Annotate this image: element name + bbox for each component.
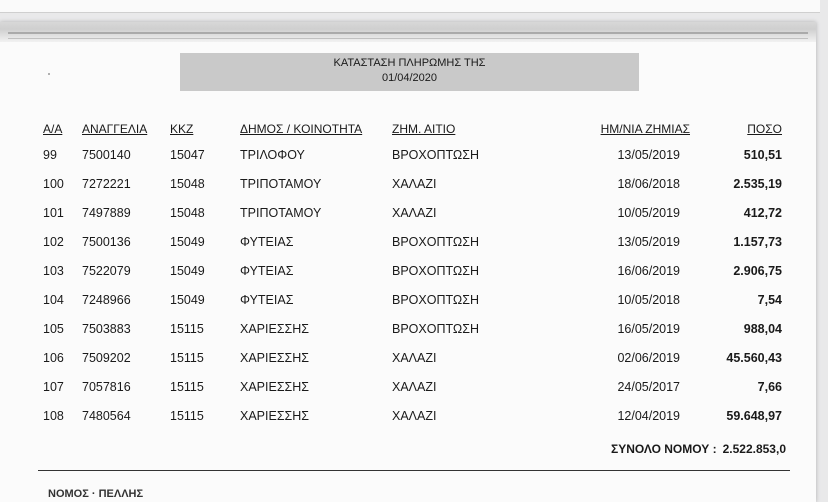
- cell-aa: 107: [43, 380, 64, 394]
- column-header-aitio: ΖΗΜ. ΑΙΤΙΟ: [392, 122, 456, 136]
- cell-aitio: ΒΡΟΧΟΠΤΩΣΗ: [392, 235, 479, 249]
- cell-aitio: ΒΡΟΧΟΠΤΩΣΗ: [392, 264, 479, 278]
- table-row: [0, 177, 816, 197]
- cell-aa: 108: [43, 409, 64, 423]
- total-label: ΣΥΝΟΛΟ ΝΟΜΟΥ :: [611, 442, 717, 456]
- footer-cut-text: ΝΟΜΟΣ · ΠΕΛΛΗΣ: [48, 488, 144, 500]
- cell-kkz: 15049: [170, 264, 205, 278]
- cell-aa: 102: [43, 235, 64, 249]
- cell-poso: 412,72: [743, 206, 782, 220]
- cell-aitio: ΒΡΟΧΟΠΤΩΣΗ: [392, 148, 479, 162]
- cell-date: 13/05/2019: [617, 148, 680, 162]
- scan-line: [8, 38, 808, 39]
- cell-poso: 7,54: [757, 293, 782, 307]
- cell-kkz: 15115: [170, 322, 204, 336]
- cell-poso: 988,04: [743, 322, 782, 336]
- report-title-box: [180, 53, 639, 91]
- cell-anagelia: 7500140: [82, 148, 131, 162]
- cell-poso: 45.560,43: [726, 351, 782, 365]
- cell-kkz: 15047: [170, 148, 205, 162]
- cell-date: 16/05/2019: [617, 322, 680, 336]
- table-row: [0, 409, 816, 429]
- scan-speck: [48, 73, 50, 75]
- cell-date: 24/05/2017: [617, 380, 680, 394]
- column-header-anagelia: ΑΝΑΓΓΕΛΙΑ: [82, 122, 148, 136]
- cell-kkz: 15049: [170, 293, 205, 307]
- table-row: [0, 322, 816, 342]
- cell-dimos: ΧΑΡΙΕΣΣΗΣ: [240, 351, 310, 365]
- cell-poso: 1.157,73: [733, 235, 782, 249]
- cell-kkz: 15049: [170, 235, 205, 249]
- total-value: 2.522.853,0: [722, 442, 786, 456]
- cell-aa: 101: [43, 206, 64, 220]
- cell-anagelia: 7480564: [82, 409, 131, 423]
- total-line: [611, 442, 786, 456]
- cell-aa: 99: [43, 148, 57, 162]
- cell-anagelia: 7503883: [82, 322, 131, 336]
- cell-dimos: ΧΑΡΙΕΣΣΗΣ: [240, 409, 310, 423]
- cell-anagelia: 7248966: [82, 293, 131, 307]
- cell-date: 18/06/2018: [617, 177, 680, 191]
- cell-dimos: ΧΑΡΙΕΣΣΗΣ: [240, 322, 310, 336]
- document-page: [0, 22, 816, 502]
- cell-aitio: ΧΑΛΑΖΙ: [392, 351, 437, 365]
- cell-date: 10/05/2018: [617, 293, 680, 307]
- cell-kkz: 15048: [170, 177, 205, 191]
- cell-aitio: ΧΑΛΑΖΙ: [392, 380, 437, 394]
- cell-dimos: ΦΥΤΕΙΑΣ: [240, 264, 294, 278]
- cell-kkz: 15115: [170, 380, 204, 394]
- report-date: 01/04/2020: [381, 72, 438, 84]
- cell-poso: 2.906,75: [733, 264, 782, 278]
- table-row: [0, 264, 816, 284]
- column-header-kkz: ΚΚΖ: [170, 122, 194, 136]
- column-header-dimos: ΔΗΜΟΣ / ΚΟΙΝΟΤΗΤΑ: [240, 122, 363, 136]
- cell-poso: 510,51: [743, 148, 782, 162]
- column-header-poso: ΠΟΣΟ: [747, 122, 782, 136]
- previous-page-edge: [0, 0, 820, 13]
- table-row: [0, 293, 816, 313]
- column-header-aa: Α/Α: [43, 122, 63, 136]
- cell-poso: 2.535,19: [733, 177, 782, 191]
- scan-line: [8, 32, 808, 34]
- cell-anagelia: 7272221: [82, 177, 131, 191]
- cell-aitio: ΧΑΛΑΖΙ: [392, 177, 437, 191]
- cell-dimos: ΤΡΙΠΟΤΑΜΟΥ: [240, 177, 322, 191]
- cell-date: 16/06/2019: [617, 264, 680, 278]
- cell-anagelia: 7500136: [82, 235, 131, 249]
- cell-date: 13/05/2019: [617, 235, 680, 249]
- cell-aitio: ΒΡΟΧΟΠΤΩΣΗ: [392, 293, 479, 307]
- footer-divider: [38, 470, 790, 471]
- cell-dimos: ΤΡΙΠΟΤΑΜΟΥ: [240, 206, 322, 220]
- table-row: [0, 148, 816, 168]
- report-title: ΚΑΤΑΣΤΑΣΗ ΠΛΗΡΩΜΗΣ ΤΗΣ: [333, 57, 486, 69]
- cell-dimos: ΦΥΤΕΙΑΣ: [240, 235, 294, 249]
- cell-kkz: 15115: [170, 351, 204, 365]
- cell-date: 02/06/2019: [617, 351, 680, 365]
- cell-anagelia: 7509202: [82, 351, 131, 365]
- table-row: [0, 380, 816, 400]
- cell-dimos: ΦΥΤΕΙΑΣ: [240, 293, 294, 307]
- cell-aa: 105: [43, 322, 64, 336]
- cell-aa: 103: [43, 264, 64, 278]
- cell-aa: 106: [43, 351, 64, 365]
- cell-poso: 7,66: [757, 380, 782, 394]
- cell-aitio: ΧΑΛΑΖΙ: [392, 206, 437, 220]
- cell-kkz: 15048: [170, 206, 205, 220]
- table-row: [0, 206, 816, 226]
- cell-aa: 104: [43, 293, 64, 307]
- table-row: [0, 351, 816, 371]
- cell-anagelia: 7522079: [82, 264, 131, 278]
- cell-dimos: ΤΡΙΛΟΦΟΥ: [240, 148, 305, 162]
- cell-aa: 100: [43, 177, 64, 191]
- cell-dimos: ΧΑΡΙΕΣΣΗΣ: [240, 380, 310, 394]
- cell-poso: 59.648,97: [726, 409, 782, 423]
- cell-date: 12/04/2019: [617, 409, 680, 423]
- cell-anagelia: 7057816: [82, 380, 131, 394]
- cell-aitio: ΒΡΟΧΟΠΤΩΣΗ: [392, 322, 479, 336]
- table-row: [0, 235, 816, 255]
- cell-date: 10/05/2019: [617, 206, 680, 220]
- column-header-date: ΗΜ/ΝΙΑ ΖΗΜΙΑΣ: [600, 122, 690, 136]
- cell-anagelia: 7497889: [82, 206, 131, 220]
- cell-aitio: ΧΑΛΑΖΙ: [392, 409, 437, 423]
- cell-kkz: 15115: [170, 409, 204, 423]
